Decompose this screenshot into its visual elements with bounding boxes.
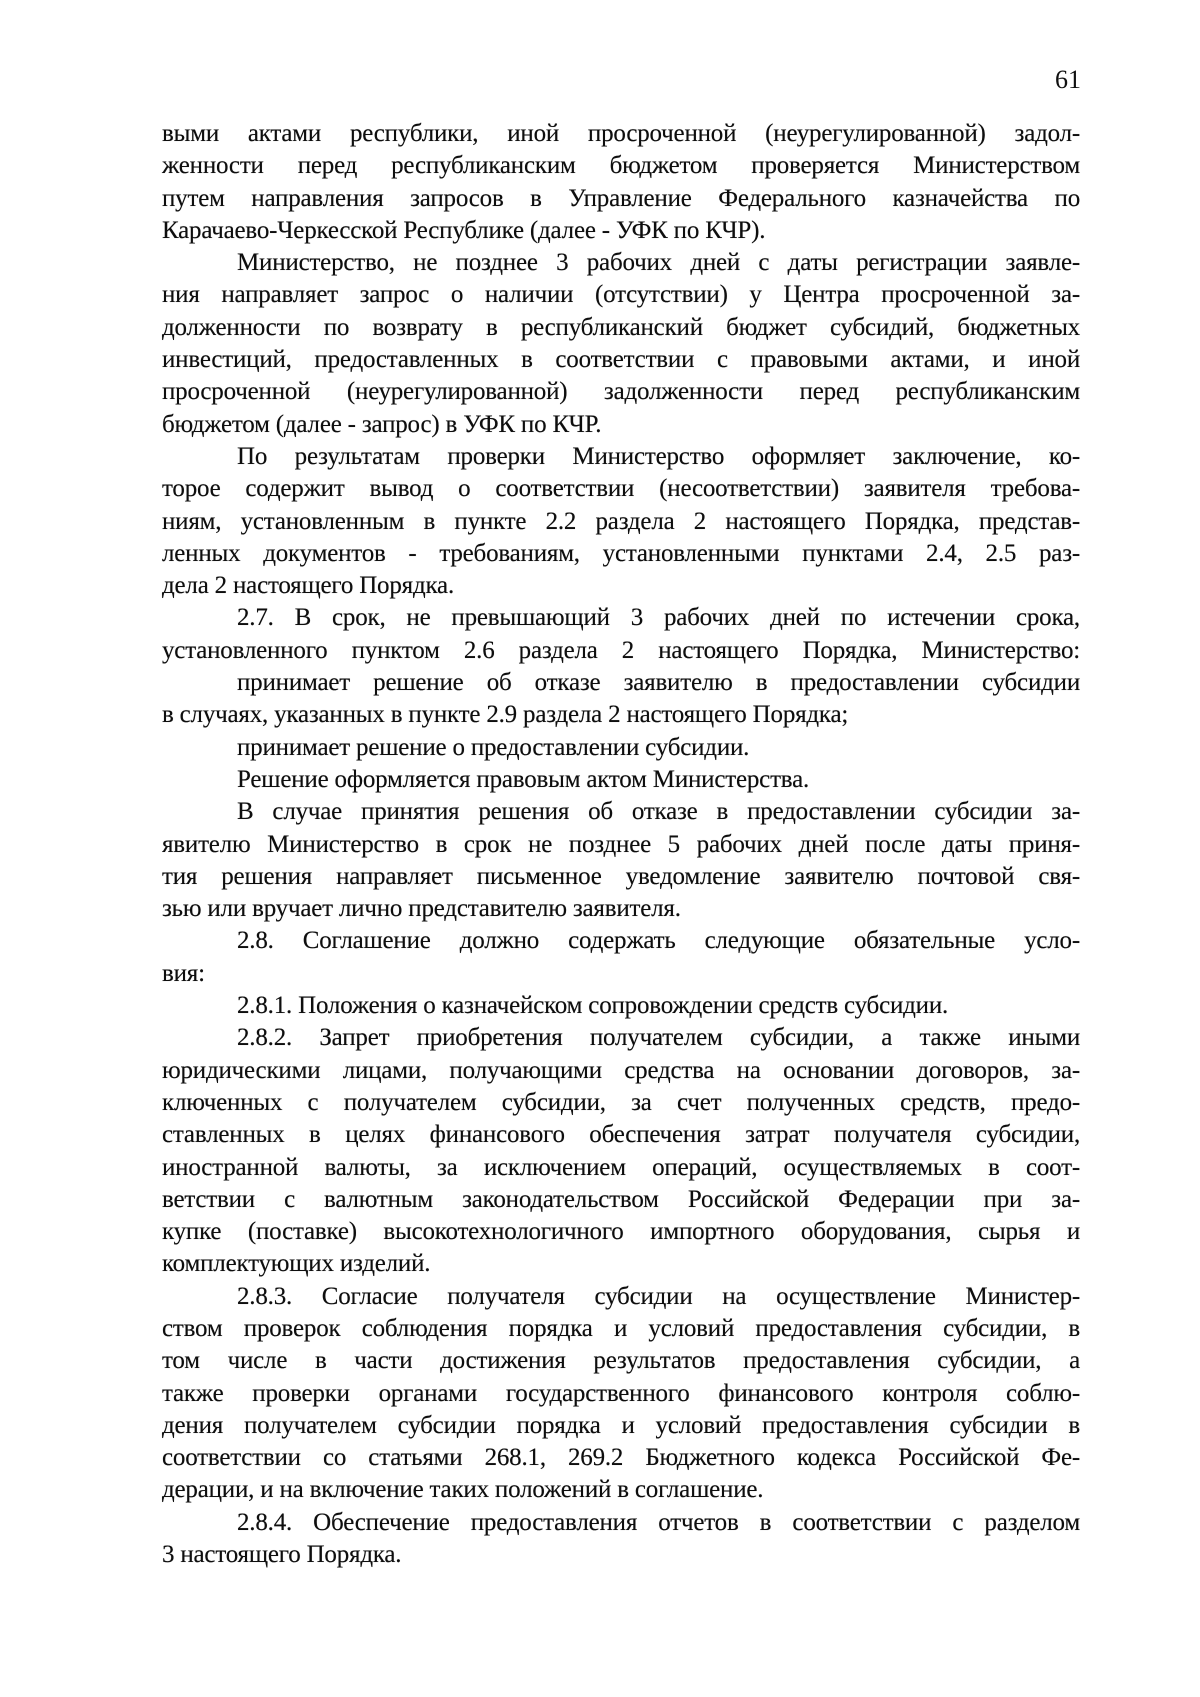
paragraph xyxy=(162,247,1080,441)
text-line: 2.8.1. Положения о казначейском сопровождении средств субсидии. xyxy=(237,992,949,1020)
text-line: купке (поставке) высокотехнологичного импортного оборудования, сырья и xyxy=(162,1218,1080,1246)
text-line: том числе в части достижения результатов предоставления субсидии, а xyxy=(162,1347,1080,1375)
text-line: В случае принятия решения об отказе в предоставлении субсидии за- xyxy=(237,798,1080,826)
text-line: выми актами республики, иной просроченной (неурегулированной) задол- xyxy=(162,120,1080,147)
text-line: просроченной (неурегулированной) задолженности перед республиканским xyxy=(162,378,1080,406)
text-line: установленного пунктом 2.6 раздела 2 настоящего Порядка, Министерство: xyxy=(162,636,1080,664)
text-line: бюджетом (далее - запрос) в УФК по КЧР. xyxy=(162,410,602,438)
text-line: Министерство, не позднее 3 рабочих дней с даты регистрации заявле- xyxy=(237,249,1080,277)
text-line: ставленных в целях финансового обеспечения затрат получателя субсидии, xyxy=(162,1121,1080,1149)
text-line: Карачаево-Черкесской Республике (далее - УФК по КЧР). xyxy=(162,216,766,244)
paragraph xyxy=(162,990,1080,1022)
paragraph xyxy=(162,925,1080,990)
text-line: долженности по возврату в республиканский бюджет субсидий, бюджетных xyxy=(162,313,1080,341)
text-line: юридическими лицами, получающими средства на основании договоров, за- xyxy=(162,1056,1080,1084)
text-line: тия решения направляет письменное уведомление заявителю почтовой свя- xyxy=(162,862,1080,890)
text-line: ветствии с валютным законодательством Российской Федерации при за- xyxy=(162,1185,1080,1213)
document-text xyxy=(162,118,1080,1571)
text-line: дения получателем субсидии порядка и условий предоставления субсидии в xyxy=(162,1411,1080,1439)
text-line: ленных документов - требованиям, установленными пунктами 2.4, 2.5 раз- xyxy=(162,539,1080,567)
paragraph xyxy=(162,118,1080,247)
text-line: инвестиций, предоставленных в соответствии с правовыми актами, и иной xyxy=(162,346,1080,374)
paragraph xyxy=(162,1022,1080,1280)
page-number: 61 xyxy=(1055,65,1081,94)
text-line: 3 настоящего Порядка. xyxy=(162,1541,402,1569)
text-line: По результатам проверки Министерство оформляет заключение, ко- xyxy=(237,442,1080,470)
paragraph xyxy=(162,764,1080,796)
paragraph xyxy=(162,1281,1080,1507)
text-line: принимает решение об отказе заявителю в предоставлении субсидии xyxy=(237,669,1080,697)
text-line: 2.8. Соглашение должно содержать следующие обязательные усло- xyxy=(237,927,1080,955)
text-line: женности перед республиканским бюджетом проверяется Министерством xyxy=(162,152,1080,180)
text-line: в случаях, указанных в пункте 2.9 раздела 2 настоящего Порядка; xyxy=(162,701,849,729)
text-line: 2.8.4. Обеспечение предоставления отчетов в соответствии с разделом xyxy=(237,1508,1080,1536)
text-line: соответствии со статьями 268.1, 269.2 Бюджетного кодекса Российской Фе- xyxy=(162,1444,1080,1472)
paragraph xyxy=(162,667,1080,732)
text-line: торое содержит вывод о соответствии (несоответствии) заявителя требова- xyxy=(162,475,1080,503)
text-line: 2.8.2. Запрет приобретения получателем субсидии, а также иными xyxy=(237,1024,1080,1052)
text-line: также проверки органами государственного финансового контроля соблю- xyxy=(162,1379,1080,1407)
text-line: дерации, и на включение таких положений в соглашение. xyxy=(162,1476,764,1504)
text-line: вия: xyxy=(162,959,205,987)
text-line: зью или вручает лично представителю заявителя. xyxy=(162,895,681,923)
paragraph xyxy=(162,796,1080,925)
paragraph xyxy=(162,1507,1080,1572)
text-line: комплектующих изделий. xyxy=(162,1250,431,1278)
text-line: 2.7. В срок, не превышающий 3 рабочих дней по истечении срока, xyxy=(237,604,1080,632)
text-line: ключенных с получателем субсидии, за счет полученных средств, предо- xyxy=(162,1088,1080,1116)
text-line: явителю Министерство в срок не позднее 5 рабочих дней после даты приня- xyxy=(162,830,1080,858)
text-line: иностранной валюты, за исключением операций, осуществляемых в соот- xyxy=(162,1153,1080,1181)
text-line: ниям, установленным в пункте 2.2 раздела 2 настоящего Порядка, представ- xyxy=(162,507,1080,535)
text-line: путем направления запросов в Управление Федерального казначейства по xyxy=(162,184,1080,212)
paragraph xyxy=(162,441,1080,602)
text-line: дела 2 настоящего Порядка. xyxy=(162,572,454,600)
paragraph xyxy=(162,602,1080,667)
paragraph xyxy=(162,732,1080,764)
text-line: 2.8.3. Согласие получателя субсидии на осуществление Министер- xyxy=(237,1282,1080,1310)
text-line: Решение оформляется правовым актом Министерства. xyxy=(237,765,810,793)
text-line: ством проверок соблюдения порядка и условий предоставления субсидии, в xyxy=(162,1314,1080,1342)
text-line: принимает решение о предоставлении субсидии. xyxy=(237,733,750,761)
text-line: ния направляет запрос о наличии (отсутствии) у Центра просроченной за- xyxy=(162,281,1080,309)
